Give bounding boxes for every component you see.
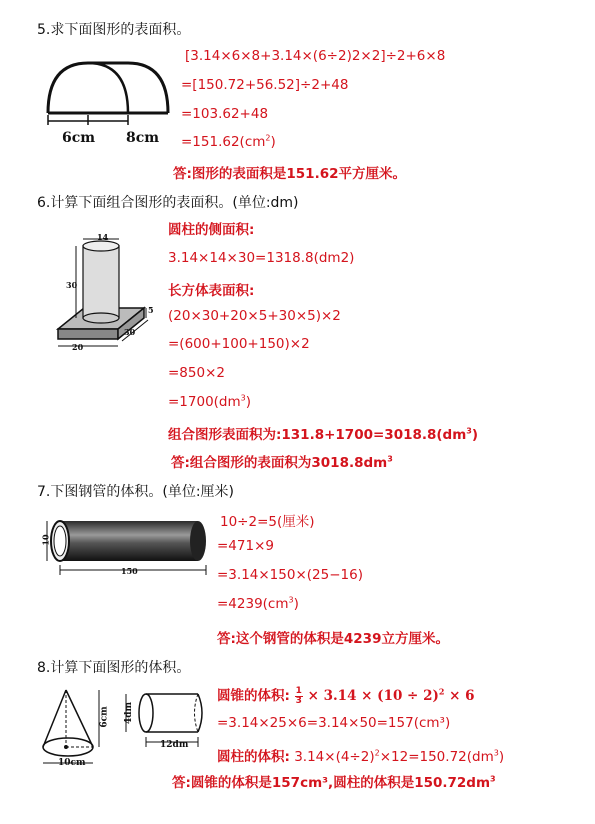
q6-box-line-4: $=1700(dm^3)$ [168, 393, 252, 410]
q7-line-2: =471×9 [217, 538, 274, 554]
q7-line-3: =3.14×150×(25−16) [217, 567, 363, 583]
q8-cyl-len: 12dm [160, 740, 189, 750]
cylinder-on-box-figure [52, 236, 157, 356]
q6-box-line-1: (20×30+20×5+30×5)×2 [168, 308, 341, 324]
q6-cyl-label: 圆柱的侧面积: [168, 222, 255, 238]
q7-label-len: 150 [121, 566, 138, 576]
q7-answer: 答:这个钢管的体积是4239立方厘米。 [217, 631, 449, 647]
q8-cone-d: 10cm [58, 758, 86, 768]
q6-label-height: 30 [66, 280, 78, 290]
q5-line-4: $=151.62(cm^2)$ [181, 133, 276, 150]
q8-cone-line: 圆锥的体积: $\frac{1}{3}$ × $3.14 \times (10 \div 2)^2 \times 6$ [217, 685, 475, 706]
q6-cyl-calc: 3.14×14×30=1318.8(dm2) [168, 250, 355, 266]
q8-title: 8.计算下面图形的体积。 [37, 660, 191, 676]
q6-answer: 答:组合图形的表面积为$3018.8dm^3$ [171, 454, 393, 471]
q7-line-4: $=4239(cm^3)$ [217, 595, 299, 612]
q5-title: 5.求下面图形的表面积。 [37, 22, 191, 38]
q8-cyl-d: 4dm [124, 701, 135, 725]
q6-label-thick: 5 [148, 305, 154, 315]
q8-cone-calc: =3.14×25×6=3.14×50=157(cm³) [217, 715, 451, 731]
q6-label-top: 14 [97, 232, 109, 242]
q7-label-d: 10 [40, 534, 51, 546]
q7-line-1: 10÷2=5(厘米) [220, 514, 315, 530]
q8-cone-h: 6cm [99, 706, 110, 728]
q7-title: 7.下图钢管的体积。(单位:厘米) [37, 484, 234, 500]
q6-combo: 组合图形表面积为$:131.8+1700=3018.8(dm^3)$ [168, 426, 479, 443]
q5-line-2: =[150.72+56.52]÷2+48 [181, 77, 349, 93]
q6-box-line-3: =850×2 [168, 365, 225, 381]
q8-cyl-line: 圆柱的体积: $3.14\times(4\div 2)^2\times 12=150.72(dm^3)$ [217, 748, 505, 765]
q6-title: 6.计算下面组合图形的表面积。(单位:dm) [37, 195, 299, 211]
fraction: $\frac{1}{3}$ [295, 685, 302, 706]
q5-line-1: [3.14×6×8+3.14×(6÷2)2×2]÷2+6×8 [185, 48, 446, 64]
q5-answer: 答:图形的表面积是151.62平方厘米。 [173, 166, 406, 182]
q5-line-3: =103.62+48 [181, 106, 269, 122]
q6-box-line-2: =(600+100+150)×2 [168, 336, 310, 352]
q6-box-label: 长方体表面积: [168, 283, 255, 299]
q5-label-left: 6cm [62, 130, 96, 146]
q8-answer: 答:圆锥的体积是157cm³,圆柱的体积是$150.72dm^3$ [172, 774, 496, 791]
q6-label-depth: 30 [124, 327, 136, 337]
q6-label-width: 20 [72, 342, 84, 352]
q5-label-right: 8cm [126, 130, 160, 146]
